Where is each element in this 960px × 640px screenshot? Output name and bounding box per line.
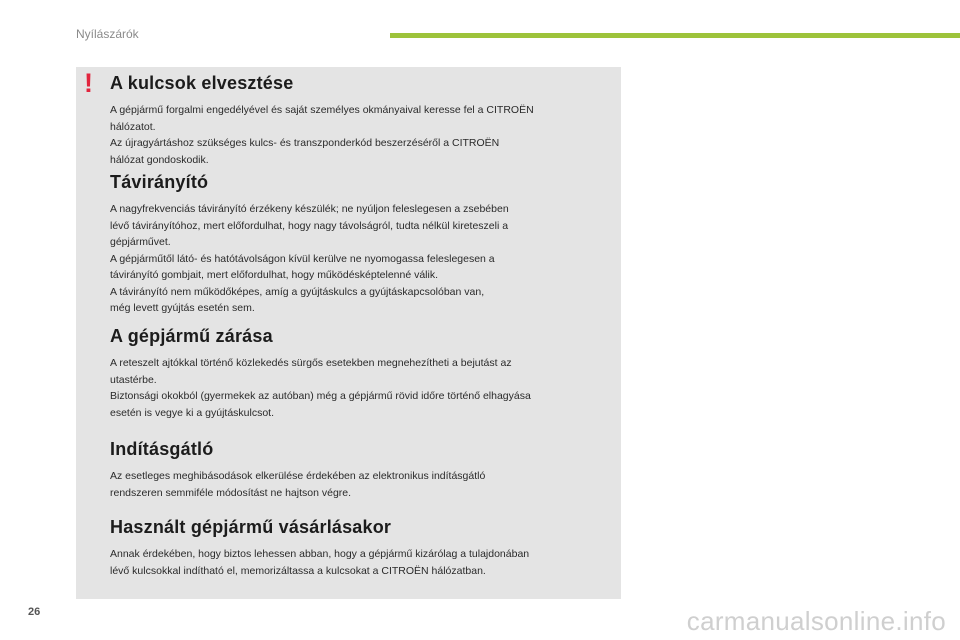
header-accent-bar (390, 33, 960, 38)
section-used-vehicle (110, 516, 610, 579)
section-body: Az esetleges meghibásodások elkerülése érdekében az elektronikus indításgátló rendszeren semmiféle módosítást ne hajtson végre. (110, 470, 486, 499)
section-title: Távirányító (110, 172, 209, 192)
section-lost-keys (110, 72, 610, 168)
section-body: Annak érdekében, hogy biztos lehessen abban, hogy a gépjármű kizárólag a tulajdonában lévő kulcsokkal indítható el, memorizáltassa a kulcsokat a CITROËN hálózatban. (110, 548, 530, 577)
section-title: A gépjármű zárása (110, 326, 273, 346)
page-number: 26 (28, 606, 41, 618)
section-title: Használt gépjármű vásárlásakor (110, 517, 392, 537)
section-vehicle-locking (110, 325, 610, 421)
section-title: Indításgátló (110, 439, 214, 459)
section-body: A reteszelt ajtókkal történő közlekedés sürgős esetekben megnehezítheti a bejutást az utastérbe. Biztonsági okokból (gyermekek az autóban) még a gépjármű rövid időre történő elhagyása esetén is vegye ki a gyújtáskulcsot. (110, 357, 531, 419)
section-immobiliser (110, 438, 610, 501)
watermark: carmanualsonline.info (686, 606, 946, 636)
section-body: A gépjármű forgalmi engedélyével és saját személyes okmányaival keresse fel a CITROËN hálózatot. Az újragyártáshoz szükséges kulcs- és transzponderkód beszerzéséről a CITROËN hálózat gondoskodik. (110, 104, 534, 166)
chapter-title: Nyílászárók (76, 27, 139, 41)
warning-icon: ! (84, 68, 93, 98)
section-title: A kulcsok elvesztése (110, 73, 294, 93)
section-remote-control (110, 171, 610, 317)
section-body: A nagyfrekvenciás távirányító érzékeny készülék; ne nyúljon feleslegesen a zsebében lévő távirányítóhoz, mert előfordulhat, hogy nagy távolságról, tudta nélkül kireteszeli a gépjárművet. A gépjárműtől látó- és hatótávolságon kívül kerülve ne nyomogassa feleslegesen a távirányító gombjait, mert előfordulhat, hogy működésképtelenné válik. A távirányító nem működőképes, amíg a gyújtáskulcs a gyújtáskapcsolóban van, még levett gyújtás esetén sem. (110, 203, 509, 314)
